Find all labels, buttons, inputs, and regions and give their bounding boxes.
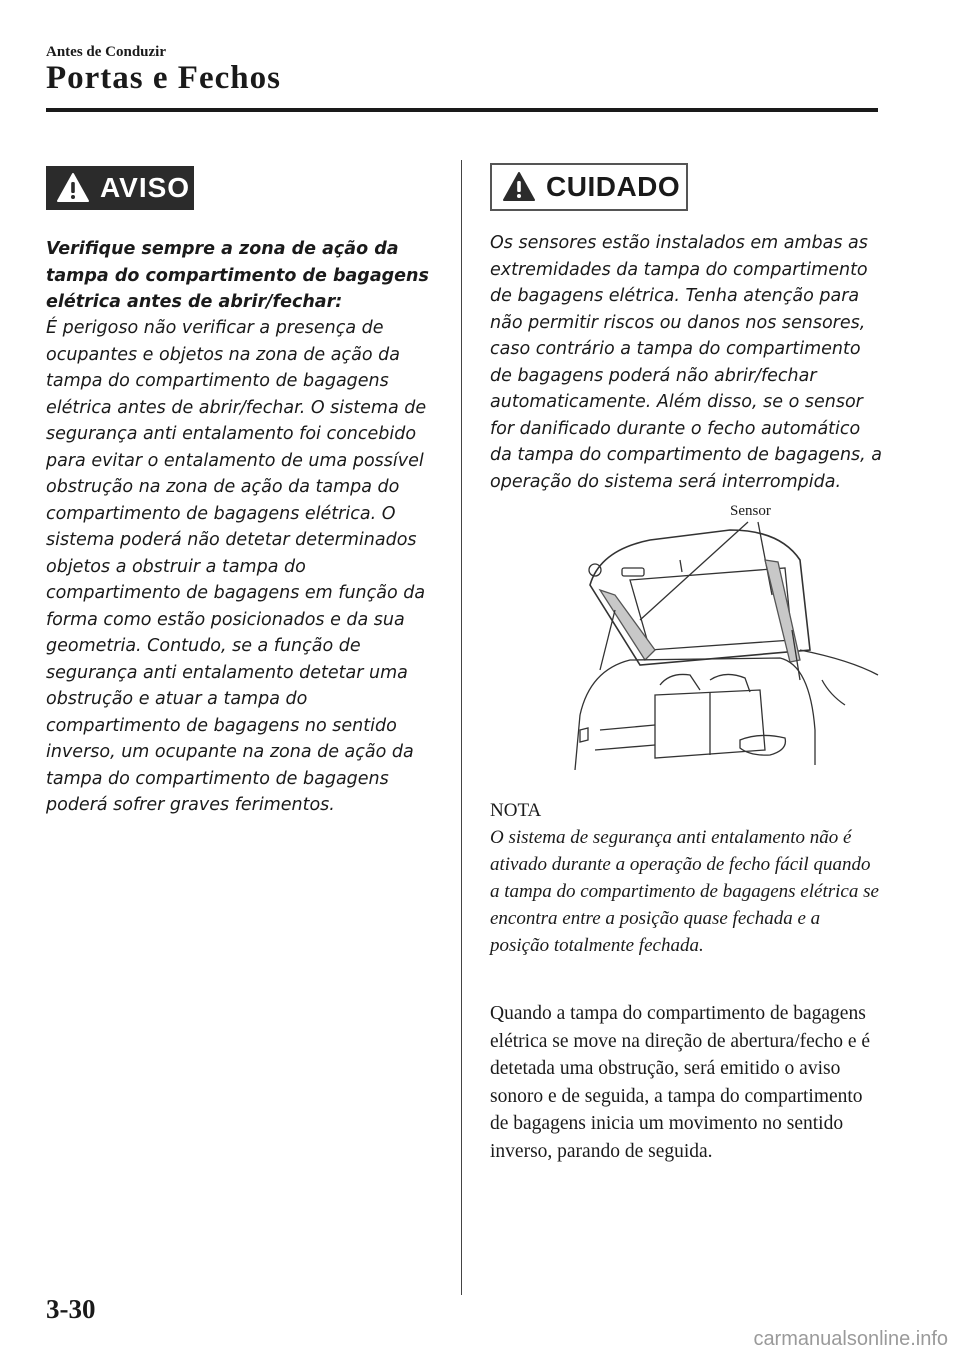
aviso-badge: [46, 166, 194, 210]
nota-title: NOTA: [490, 800, 542, 821]
section-label: Antes de Conduzir: [46, 44, 167, 60]
cuidado-body: Os sensores estão instalados em ambas as extremidades da tampa do compartimento de bagagens elétrica. Tenha atenção para não permitir riscos ou danos nos sensores, caso contrário a tampa do compartimento de bagagens poderá não abrir/fechar automaticamente. Além disso, se o sensor for danificado durante o fecho automático da tampa do compartimento de bagagens, a operação do sistema será interrompida.: [490, 233, 882, 492]
column-divider: [461, 160, 462, 1295]
sensor-label: Sensor: [730, 503, 771, 519]
cuidado-label: CUIDADO: [546, 171, 681, 202]
page-title: Portas e Fechos: [46, 60, 281, 96]
warning-triangle-icon: [56, 172, 90, 204]
aviso-body: É perigoso não verificar a presença de ocupantes e objetos na zona de ação da tampa do compartimento de bagagens elétrica antes de abrir/fechar. O sistema de segurança anti entalamento foi concebido para evitar o entalamento de uma possível obstrução na zona de ação da tampa do compartimento de bagagens elétrica. O sistema poderá não detetar determinados objetos a obstruir a tampa do compartimento de bagagens em função da forma como estão posicionados e da sua geometria. Contudo, se a função de segurança anti entalamento detetar uma obstrução e atuar a tampa do compartimento de bagagens no sentido inverso, um ocupante na zona de ação da tampa do compartimento de bagagens poderá sofrer graves ferimentos.: [46, 318, 427, 815]
watermark: carmanualsonline.info: [753, 1328, 948, 1350]
cuidado-badge: [490, 163, 688, 211]
nota-body: O sistema de segurança anti entalamento não é ativado durante a operação de fecho fácil quando a tampa do compartimento de bagagens elétrica se encontra entre a posição quase fechada e a posição totalmente fechada.: [490, 827, 879, 956]
tailgate-illustration: [560, 500, 880, 775]
aviso-heading: Verifique sempre a zona de ação da tampa do compartimento de bagagens elétrica antes de abrir/fechar:: [46, 239, 429, 312]
aviso-label: AVISO: [100, 172, 191, 203]
page-number: 3-30: [46, 1294, 96, 1324]
main-paragraph: Quando a tampa do compartimento de bagagens elétrica se move na direção de abertura/fecho e é detetada uma obstrução, será emitido o aviso sonoro e de seguida, a tampa do compartimento de bagagens inicia um movimento no sentido inverso, parando de seguida.: [490, 1003, 871, 1162]
title-rule: [46, 108, 878, 112]
warning-triangle-icon: [502, 171, 536, 203]
